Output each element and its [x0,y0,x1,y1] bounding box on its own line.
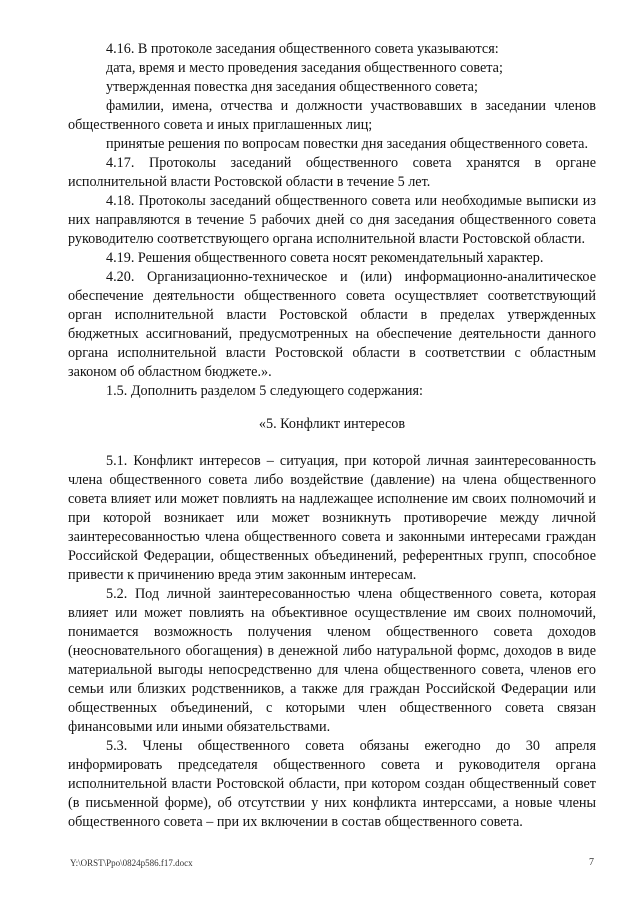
paragraph-4-16: 4.16. В протоколе заседания общественного совета указываются: [106,41,499,57]
paragraph-1-5: 1.5. Дополнить разделом 5 следующего содержания: [106,383,423,399]
paragraph-4-19: 4.19. Решения общественного совета носят рекомендательный характер. [106,250,544,266]
document-body [68,40,596,832]
paragraph-4-17: 4.17. Протоколы заседаний общественного совета хранятся в органе исполнительной власти Ростовской области в течение 5 лет. [68,155,596,190]
section-heading: «5. Конфликт интересов [258,416,406,432]
paragraph-participants: фамилии, имена, отчества и должности участвовавших в заседании членов общественного совета и иных приглашенных лиц; [68,98,596,133]
paragraph-4-20: 4.20. Организационно-техническое и (или) информационно-аналитическое обеспечение деятельности общественного совета осуществляет соответствующий орган исполнительной власти Ростовской области в пределах утвержденных бюджетных ассигнований, предусмотренных на обеспечение деятельности данного органа исполнительной власти Ростовской области в соответствии с областным законом об областном бюджете.». [68,269,596,380]
paragraph-agenda: утвержденная повестка дня заседания общественного совета; [106,79,478,95]
paragraph-5-1: 5.1. Конфликт интересов – ситуация, при которой личная заинтересованность члена общественного совета либо воздействие (давление) на члена общественного совета влияет или может повлиять на надлежащее исполнение им своих полномочий и при которой возникает или может возникнуть противоречие между личной заинтересованностью члена общественного совета и законными интересами граждан Российской Федерации, общественных объединений, референтных групп, способное привести к причинению вреда этим законным интересам. [68,453,596,583]
paragraph-5-2: 5.2. Под личной заинтересованностью члена общественного совета, которая влияет или может повлиять на объективное осуществление им своих полномочий, понимается возможность получения членом общественного совета доходов (неосновательного обогащения) в денежной либо натуральной формс, доходов в виде материальной выгоды непосредственно для члена общественного совета, членов его семьи или близких родственников, а также для граждан Российской Федерации или общественных объединений, с которыми член общественного совета связан финансовыми или иными обязательствами. [68,586,596,735]
footer-file-path: Y:\ORST\Ppo\0824p586.f17.docx [70,858,193,868]
paragraph-decisions: принятые решения по вопросам повестки дня заседания общественного совета. [106,136,589,152]
paragraph-4-18: 4.18. Протоколы заседаний общественного совета или необходимые выписки из них направляются в течение 5 рабочих дней со дня заседания общественного совета руководителю соответствующего органа исполнительной власти Ростовской области. [68,193,596,247]
paragraph-5-3: 5.3. Члены общественного совета обязаны ежегодно до 30 апреля информировать председателя общественного совета и руководителя органа исполнительной власти Ростовской области, при котором создан общественный совет (в письменной форме), об отсутствии у них конфликта интерссами, а новые члены общественного совета – при их включении в состав общественного совета. [68,738,596,830]
page-number: 7 [589,857,594,868]
paragraph-date-time-place: дата, время и место проведения заседания общественного совета; [106,60,503,76]
